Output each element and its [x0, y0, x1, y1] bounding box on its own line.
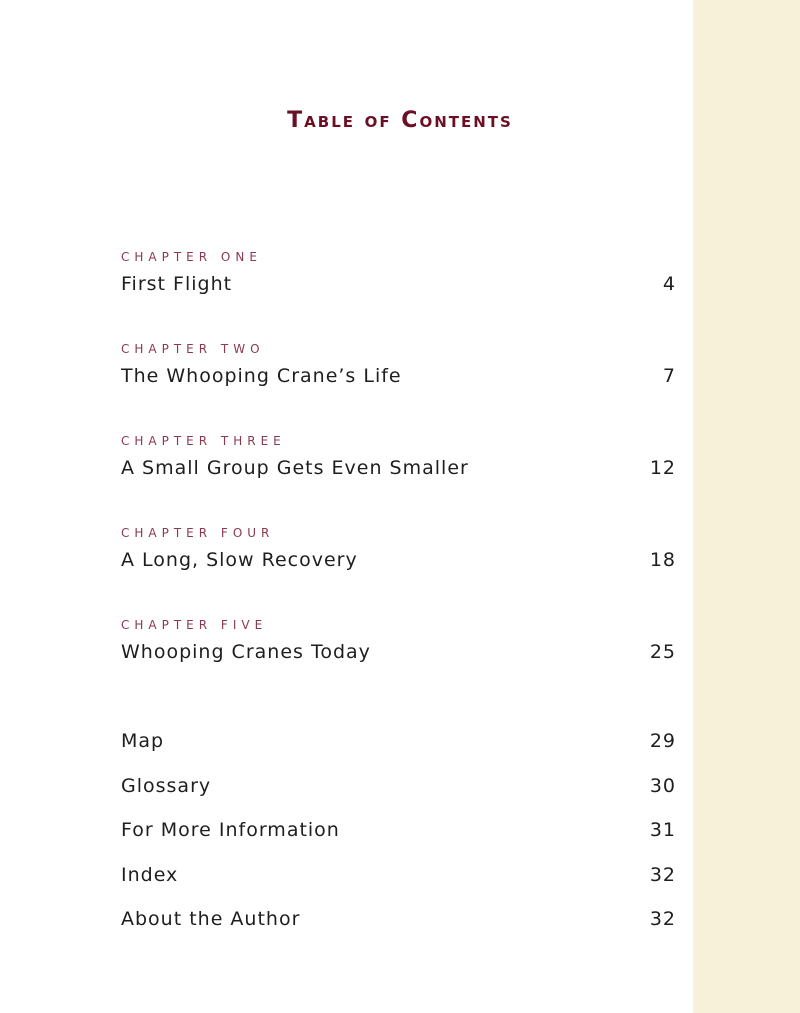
- chapter-number-label: CHAPTER FIVE: [121, 618, 268, 632]
- entry-title: Map: [121, 730, 165, 752]
- back-matter-entry[interactable]: [121, 772, 676, 817]
- chapter-list: [121, 249, 676, 709]
- chapter-entry[interactable]: [121, 341, 676, 433]
- page-number: 12: [649, 457, 676, 479]
- page-number: 18: [649, 549, 676, 571]
- chapter-row: [121, 363, 676, 389]
- page-edge-strip: [693, 0, 800, 1013]
- back-matter-entry[interactable]: [121, 905, 676, 950]
- chapter-entry[interactable]: [121, 249, 676, 341]
- page-number: 30: [649, 774, 676, 797]
- chapter-entry[interactable]: [121, 617, 676, 709]
- entry-title: Glossary: [121, 774, 212, 797]
- page-number: 4: [662, 273, 676, 295]
- chapter-number-label: CHAPTER ONE: [121, 250, 262, 264]
- back-matter-entry[interactable]: [121, 816, 676, 861]
- chapter-number-label: CHAPTER THREE: [121, 434, 286, 448]
- chapter-entry[interactable]: [121, 525, 676, 617]
- chapter-title: The Whooping Crane’s Life: [121, 365, 402, 387]
- page-title: Table of Contents: [287, 108, 513, 133]
- chapter-row: [121, 271, 676, 297]
- chapter-title: Whooping Cranes Today: [121, 641, 371, 663]
- chapter-title: A Long, Slow Recovery: [121, 549, 358, 571]
- page-number: 29: [649, 730, 676, 752]
- chapter-number-label: CHAPTER TWO: [121, 342, 265, 356]
- entry-title: For More Information: [121, 819, 340, 841]
- chapter-row: [121, 547, 676, 573]
- chapter-number-label: CHAPTER FOUR: [121, 526, 275, 540]
- back-matter-entry[interactable]: [121, 727, 676, 772]
- page-number: 7: [662, 365, 676, 387]
- page-number: 32: [649, 908, 676, 930]
- back-matter-entry[interactable]: [121, 861, 676, 906]
- back-matter-list: [121, 727, 676, 950]
- chapter-title: First Flight: [121, 273, 233, 295]
- entry-title: Index: [121, 863, 179, 886]
- page-number: 25: [649, 641, 676, 663]
- page-number: 32: [649, 863, 676, 886]
- chapter-entry[interactable]: [121, 433, 676, 525]
- page-number: 31: [649, 819, 676, 841]
- entry-title: About the Author: [121, 908, 301, 930]
- chapter-row: [121, 639, 676, 665]
- chapter-title: A Small Group Gets Even Smaller: [121, 457, 469, 479]
- chapter-row: [121, 455, 676, 481]
